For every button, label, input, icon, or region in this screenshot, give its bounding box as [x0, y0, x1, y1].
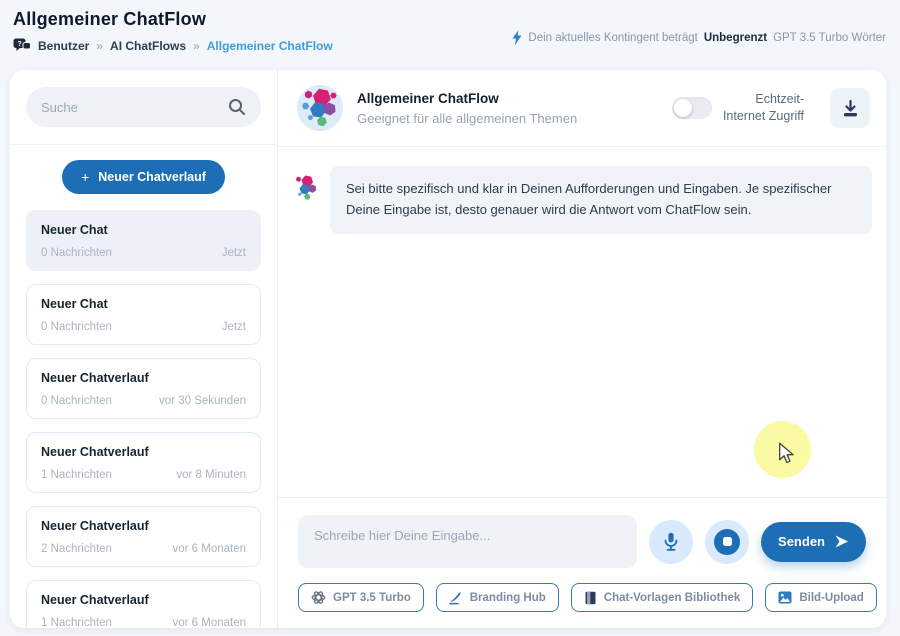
chat-item-title: Neuer Chat	[41, 223, 108, 237]
image-upload-button[interactable]	[765, 583, 877, 612]
breadcrumb-item-benutzer[interactable]: Benutzer	[38, 38, 90, 53]
chat-item-time: vor 30 Sekunden	[159, 395, 246, 407]
stop-recording-button[interactable]	[705, 520, 749, 564]
chat-sidebar	[10, 70, 278, 628]
realtime-internet-toggle[interactable]	[672, 97, 712, 119]
chat-list-item[interactable]	[26, 506, 261, 567]
chat-item-title: Neuer Chat	[41, 297, 108, 311]
chat-item-messages: 0 Nachrichten	[41, 321, 112, 333]
quota-info	[512, 22, 886, 53]
toggle-knob	[674, 99, 692, 117]
message-input-area	[278, 497, 886, 628]
realtime-toggle-group	[672, 91, 804, 125]
chat-item-title: Neuer Chatverlauf	[41, 519, 149, 533]
chat-item-time: Jetzt	[221, 247, 246, 259]
download-icon	[841, 99, 860, 118]
chat-list[interactable]	[10, 203, 277, 628]
chat-item-title: Neuer Chatverlauf	[41, 593, 149, 607]
input-row	[298, 515, 866, 568]
send-button-label: Senden	[778, 534, 825, 549]
gpt-model-button[interactable]	[298, 583, 424, 612]
chat-item-time: Jetzt	[221, 321, 246, 333]
search-input[interactable]	[41, 100, 228, 115]
quota-text-prefix: Dein aktuelles Kontingent beträgt	[528, 31, 698, 44]
chat-list-item[interactable]	[26, 432, 261, 493]
message-input[interactable]	[298, 515, 637, 568]
search-box	[26, 87, 261, 127]
chat-list-item[interactable]	[26, 580, 261, 628]
pen-icon	[449, 591, 463, 605]
breadcrumb-separator: »	[193, 38, 200, 53]
download-chat-button[interactable]	[830, 88, 870, 128]
search-icon[interactable]	[228, 98, 246, 116]
chat-item-messages: 0 Nachrichten	[41, 395, 112, 407]
chat-item-messages: 0 Nachrichten	[41, 247, 112, 259]
cursor-highlight	[754, 421, 811, 478]
branding-hub-label: Branding Hub	[469, 591, 546, 604]
new-chat-section	[10, 145, 277, 203]
branding-hub-button[interactable]	[436, 583, 559, 612]
quota-text-suffix: GPT 3.5 Turbo Wörter	[773, 31, 886, 44]
image-icon	[778, 591, 792, 604]
microphone-button[interactable]	[649, 520, 693, 564]
page-title: Allgemeiner ChatFlow	[13, 9, 207, 29]
breadcrumb-separator: »	[96, 38, 104, 53]
chat-item-time: vor 6 Monaten	[172, 543, 246, 555]
plus-icon: +	[81, 169, 90, 185]
chat-item-messages: 1 Nachrichten	[41, 469, 112, 481]
chat-main-panel	[278, 70, 886, 628]
chat-list-item[interactable]	[26, 284, 261, 345]
chat-item-messages: 1 Nachrichten	[41, 617, 112, 628]
chat-item-messages: 2 Nachrichten	[41, 543, 112, 555]
chat-templates-button[interactable]	[571, 583, 754, 612]
content-card	[10, 70, 886, 628]
chat-item-time: vor 6 Monaten	[172, 617, 246, 628]
chat-header	[278, 70, 886, 147]
chat-item-time: vor 8 Minuten	[176, 469, 246, 481]
bot-title: Allgemeiner ChatFlow	[357, 90, 499, 106]
bot-message-avatar	[291, 173, 321, 203]
chat-bubbles-icon	[13, 38, 31, 53]
breadcrumb-item-current[interactable]: Allgemeiner ChatFlow	[206, 38, 333, 53]
send-arrow-icon	[834, 535, 849, 548]
book-icon	[584, 591, 597, 605]
chat-list-item[interactable]	[26, 358, 261, 419]
title-block	[13, 9, 333, 53]
stop-icon	[714, 529, 740, 555]
gpt-model-label: GPT 3.5 Turbo	[333, 591, 411, 604]
bot-avatar	[297, 85, 343, 131]
bot-subtitle: Geeignet für alle allgemeinen Themen	[357, 110, 578, 126]
new-chat-button[interactable]	[62, 160, 225, 194]
svg-text:?: ?	[17, 39, 22, 48]
bot-message-bubble: Sei bitte spezifisch und klar in Deinen Aufforderungen und Eingaben. Je spezifischer Deine Eingabe ist, desto genauer wird die Antwort vom ChatFlow sein.	[330, 166, 872, 234]
realtime-toggle-label: Echtzeit- Internet Zugriff	[722, 92, 804, 123]
send-button[interactable]	[761, 522, 866, 562]
openai-icon	[311, 590, 326, 605]
chat-item-title: Neuer Chatverlauf	[41, 371, 149, 385]
new-chat-button-label: Neuer Chatverlauf	[98, 170, 206, 184]
top-band	[0, 0, 900, 53]
breadcrumb	[13, 38, 333, 53]
chat-templates-label: Chat-Vorlagen Bibliothek	[603, 591, 741, 604]
chat-list-item[interactable]	[26, 210, 261, 271]
chat-item-title: Neuer Chatverlauf	[41, 445, 149, 459]
image-upload-label: Bild-Upload	[799, 591, 864, 604]
microphone-icon	[663, 532, 679, 552]
breadcrumb-item-ai-chatflows[interactable]: AI ChatFlows	[110, 38, 187, 53]
chat-message-area	[278, 147, 886, 497]
quota-value: Unbegrenzt	[703, 31, 768, 44]
bolt-icon	[512, 30, 522, 45]
search-section	[10, 70, 277, 145]
bot-identity	[357, 91, 577, 126]
tools-row	[298, 583, 866, 612]
mouse-cursor-icon	[777, 442, 797, 464]
